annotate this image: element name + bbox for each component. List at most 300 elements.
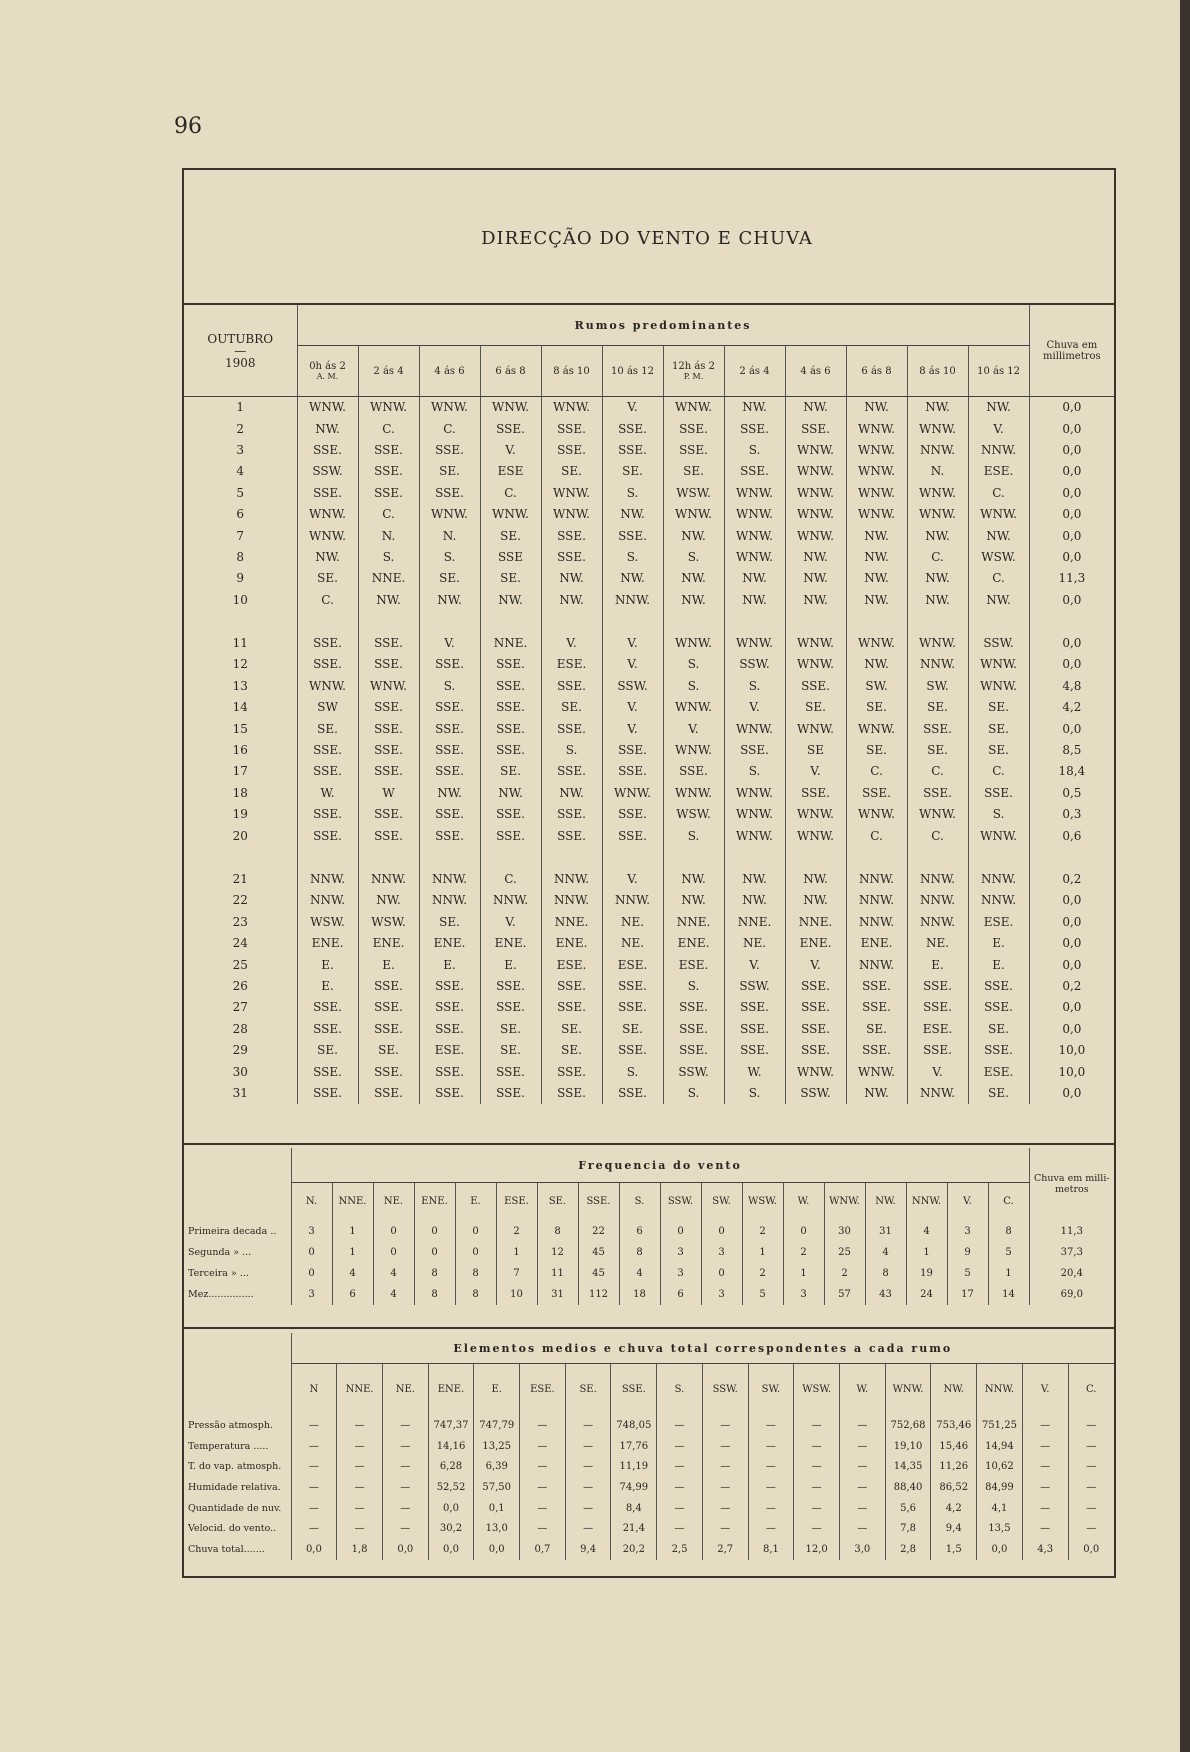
direction-cell: V. [907, 1061, 968, 1082]
element-cell: — [748, 1416, 794, 1437]
frequency-cell: 10 [496, 1284, 537, 1305]
table-row [184, 440, 1114, 461]
direction-cell: NE. [602, 912, 663, 933]
direction-cell: SSE. [602, 825, 663, 846]
gap-cell [968, 611, 1029, 633]
element-cell: — [382, 1477, 428, 1498]
direction-cell: SSW. [602, 676, 663, 697]
direction-cell: SSE. [785, 997, 846, 1018]
element-cell: 0,7 [520, 1539, 566, 1560]
direction-header: N. [291, 1183, 332, 1221]
gap-cell [663, 847, 724, 869]
direction-cell: SE. [968, 1019, 1029, 1040]
element-cell: — [337, 1477, 383, 1498]
day-cell: 12 [232, 657, 248, 672]
element-cell: 0,0 [291, 1539, 337, 1560]
direction-header: ESE. [520, 1364, 566, 1416]
table-row [184, 1457, 1114, 1478]
rain-cell: 0,0 [1029, 890, 1114, 911]
frequency-cell: 2 [742, 1263, 783, 1284]
direction-cell: SSE. [297, 997, 358, 1018]
direction-cell: NW. [297, 547, 358, 568]
element-cell: 9,4 [931, 1518, 977, 1539]
element-cell: 11,19 [611, 1457, 657, 1478]
element-cell: — [702, 1518, 748, 1539]
element-cell: — [702, 1457, 748, 1478]
direction-cell: WNW. [846, 461, 907, 482]
direction-cell: SSE. [541, 718, 602, 739]
month-label: OUTUBRO [207, 331, 274, 346]
direction-cell: SSE. [480, 676, 541, 697]
element-cell: — [520, 1436, 566, 1457]
direction-cell: WNW. [785, 461, 846, 482]
time-header [968, 346, 1029, 397]
frequency-cell: 8 [988, 1221, 1029, 1242]
direction-cell: NW. [907, 568, 968, 589]
element-cell: 20,2 [611, 1539, 657, 1560]
direction-cell: SE. [480, 525, 541, 546]
element-cell: — [1068, 1416, 1114, 1437]
element-cell: — [520, 1457, 566, 1478]
direction-cell: E. [968, 954, 1029, 975]
direction-cell: SSE. [663, 1019, 724, 1040]
gap-cell [663, 611, 724, 633]
direction-cell: ENE. [358, 933, 419, 954]
day-cell: 9 [236, 571, 245, 586]
table-row [184, 697, 1114, 718]
direction-header: SE. [537, 1183, 578, 1221]
rain-cell: 0,0 [1029, 504, 1114, 525]
direction-cell: NNW. [968, 890, 1029, 911]
table-row [184, 954, 1114, 975]
direction-cell: SSE. [602, 1040, 663, 1061]
element-cell: — [794, 1518, 840, 1539]
direction-cell: NW. [846, 547, 907, 568]
time-label: 10 ás 12 [977, 365, 1021, 377]
element-cell: 13,5 [977, 1518, 1023, 1539]
gap-cell [297, 611, 358, 633]
direction-cell: SSE. [480, 976, 541, 997]
direction-cell: WNW. [907, 504, 968, 525]
frequency-cell: 0 [455, 1221, 496, 1242]
element-cell: 5,6 [885, 1498, 931, 1519]
direction-cell: SSE. [541, 761, 602, 782]
direction-cell: SSE. [907, 1040, 968, 1061]
element-cell: 6,28 [428, 1457, 474, 1478]
rain-cell: 0,0 [1029, 418, 1114, 439]
frequency-cell: 3 [701, 1284, 742, 1305]
table-row [184, 525, 1114, 546]
time-header [480, 346, 541, 397]
direction-cell: SSE. [419, 997, 480, 1018]
gap-cell [358, 847, 419, 869]
direction-cell: SSE. [785, 418, 846, 439]
frequency-cell: 9 [947, 1242, 988, 1263]
direction-cell: SSE. [541, 676, 602, 697]
table-row [184, 1539, 1114, 1560]
direction-cell: SSE. [602, 997, 663, 1018]
direction-cell: SSE. [541, 547, 602, 568]
direction-cell: C. [907, 761, 968, 782]
direction-cell: WNW. [297, 397, 358, 419]
freq-rain-header: Chuva em milli-metros [1029, 1148, 1114, 1221]
time-label: 10 ás 12 [611, 365, 654, 377]
element-cell: 52,52 [428, 1477, 474, 1498]
direction-cell: ESE. [541, 654, 602, 675]
element-cell: — [337, 1498, 383, 1519]
direction-header: N [291, 1364, 337, 1416]
frequency-cell: 0 [373, 1221, 414, 1242]
direction-cell: SSE. [724, 1019, 785, 1040]
table2-separator [184, 1327, 1114, 1329]
direction-cell: SSE. [419, 483, 480, 504]
direction-cell: WNW. [785, 654, 846, 675]
direction-cell: NNE. [785, 912, 846, 933]
element-cell: — [748, 1518, 794, 1539]
direction-cell: NW. [785, 397, 846, 419]
direction-cell: V. [724, 697, 785, 718]
frequency-header: Frequencia do vento [291, 1148, 1029, 1183]
direction-header: S. [619, 1183, 660, 1221]
direction-cell: SSE. [358, 461, 419, 482]
table-row [184, 1083, 1114, 1104]
rain-cell: 0,0 [1029, 525, 1114, 546]
direction-cell: V. [602, 397, 663, 419]
direction-cell: S. [724, 1083, 785, 1104]
time-header [663, 346, 724, 397]
frequency-cell: 2 [824, 1263, 865, 1284]
direction-cell: WNW. [846, 1061, 907, 1082]
frequency-cell: 57 [824, 1284, 865, 1305]
direction-cell: C. [419, 418, 480, 439]
gap-cell [419, 847, 480, 869]
element-cell: — [520, 1416, 566, 1437]
table-row [184, 1242, 1114, 1263]
direction-cell: SSE. [785, 1019, 846, 1040]
table-row [184, 461, 1114, 482]
direction-cell: SSE. [541, 1061, 602, 1082]
direction-cell: SSE. [297, 440, 358, 461]
element-cell: 2,7 [702, 1539, 748, 1560]
direction-cell: WNW. [724, 547, 785, 568]
direction-cell: ESE. [968, 1061, 1029, 1082]
row-label: Segunda » ... [188, 1246, 252, 1258]
direction-cell: SSW. [785, 1083, 846, 1104]
table-row [184, 1518, 1114, 1539]
direction-cell: WNW. [724, 718, 785, 739]
direction-cell: SE [785, 740, 846, 761]
direction-cell: WNW. [724, 633, 785, 654]
direction-header: NNW. [977, 1364, 1023, 1416]
direction-header: SSE. [611, 1364, 657, 1416]
direction-cell: N. [419, 525, 480, 546]
direction-cell: NW. [663, 890, 724, 911]
direction-cell: WNW. [541, 397, 602, 419]
direction-cell: NW. [846, 397, 907, 419]
element-cell: 753,46 [931, 1416, 977, 1437]
direction-cell: WNW. [663, 783, 724, 804]
direction-cell: SSE. [358, 976, 419, 997]
gap-cell [419, 611, 480, 633]
element-cell: — [1022, 1416, 1068, 1437]
direction-cell: WNW. [907, 633, 968, 654]
direction-header: C. [1068, 1364, 1114, 1416]
direction-cell: WNW. [846, 483, 907, 504]
direction-cell: SSE. [541, 997, 602, 1018]
direction-cell: NW. [724, 590, 785, 611]
direction-cell: SSE. [724, 997, 785, 1018]
gap-cell [480, 847, 541, 869]
direction-cell: E. [968, 933, 1029, 954]
direction-header: E. [474, 1364, 520, 1416]
frequency-cell: 45 [578, 1242, 619, 1263]
direction-cell: NNW. [968, 869, 1029, 890]
table-row [184, 761, 1114, 782]
frequency-cell: 31 [865, 1221, 906, 1242]
element-cell: 8,1 [748, 1539, 794, 1560]
direction-cell: SSE. [297, 483, 358, 504]
direction-cell: SSE. [480, 697, 541, 718]
element-cell: 11,26 [931, 1457, 977, 1478]
direction-cell: NW. [846, 590, 907, 611]
gap-cell [541, 611, 602, 633]
time-label: 0h ás 2 [309, 360, 346, 372]
time-header [297, 346, 358, 397]
element-cell: 0,0 [1068, 1539, 1114, 1560]
frequency-cell: 1 [988, 1263, 1029, 1284]
table-row [184, 1284, 1114, 1305]
direction-cell: WNW. [724, 825, 785, 846]
direction-cell: WNW. [785, 525, 846, 546]
direction-cell: SSE. [358, 1083, 419, 1104]
direction-header: NW. [931, 1364, 977, 1416]
frequency-cell: 5 [742, 1284, 783, 1305]
rain-cell: 0,0 [1029, 912, 1114, 933]
day-cell: 20 [232, 828, 248, 843]
row-label: Humidade relativa. [188, 1482, 281, 1494]
direction-cell: SSE. [724, 1040, 785, 1061]
direction-cell: NW. [846, 568, 907, 589]
direction-cell: NNW. [968, 440, 1029, 461]
element-cell: — [1068, 1518, 1114, 1539]
frequency-cell: 3 [660, 1242, 701, 1263]
table-row [184, 654, 1114, 675]
elements-header: Elementos medios e chuva total correspondentes a cada rumo [291, 1333, 1114, 1364]
direction-cell: SSE. [358, 761, 419, 782]
day-cell: 1 [236, 400, 245, 415]
direction-cell: SSE. [846, 1040, 907, 1061]
direction-cell: SE. [968, 697, 1029, 718]
day-cell: 19 [232, 807, 248, 822]
day-cell: 30 [232, 1064, 248, 1079]
page-number: 96 [174, 114, 202, 139]
frequency-cell: 3 [947, 1221, 988, 1242]
direction-header: W. [839, 1364, 885, 1416]
elements-corner [184, 1333, 291, 1416]
direction-cell: E. [358, 954, 419, 975]
element-cell: — [702, 1498, 748, 1519]
direction-cell: NW. [663, 590, 724, 611]
time-sub: P. M. [683, 371, 704, 381]
direction-cell: SSE. [968, 783, 1029, 804]
direction-header: WNW. [824, 1183, 865, 1221]
direction-cell: S. [663, 676, 724, 697]
direction-cell: WNW. [480, 504, 541, 525]
day-cell: 23 [232, 914, 248, 929]
gap-cell [785, 611, 846, 633]
direction-cell: SSE. [907, 997, 968, 1018]
direction-cell: SSE. [419, 654, 480, 675]
direction-cell: W. [724, 1061, 785, 1082]
direction-cell: NW. [907, 397, 968, 419]
day-cell: 8 [236, 549, 245, 564]
time-header [358, 346, 419, 397]
direction-cell: SSE. [724, 461, 785, 482]
direction-cell: SW. [907, 676, 968, 697]
direction-cell: N. [358, 525, 419, 546]
time-label: 8 ás 10 [919, 365, 956, 377]
direction-header: NE. [382, 1364, 428, 1416]
element-cell: — [839, 1436, 885, 1457]
direction-cell: ESE. [419, 1040, 480, 1061]
direction-cell: NNW. [907, 869, 968, 890]
frequency-cell: 43 [865, 1284, 906, 1305]
element-cell: — [1022, 1457, 1068, 1478]
element-cell: 0,0 [474, 1539, 520, 1560]
rain-cell: 0,0 [1029, 440, 1114, 461]
element-cell: 751,25 [977, 1416, 1023, 1437]
direction-cell: C. [907, 547, 968, 568]
element-cell: — [657, 1477, 703, 1498]
table-row [184, 869, 1114, 890]
direction-cell: SSE. [785, 783, 846, 804]
element-cell: — [1022, 1477, 1068, 1498]
direction-cell: ESE. [968, 912, 1029, 933]
element-cell: 88,40 [885, 1477, 931, 1498]
direction-cell: SSE. [358, 825, 419, 846]
direction-cell: NE. [724, 933, 785, 954]
element-cell: — [337, 1457, 383, 1478]
direction-header: NNW. [906, 1183, 947, 1221]
direction-cell: NW. [663, 869, 724, 890]
direction-cell: SSE. [968, 997, 1029, 1018]
direction-cell: SSE. [541, 976, 602, 997]
direction-header: W. [783, 1183, 824, 1221]
direction-cell: SSE. [358, 697, 419, 718]
rain-cell: 11,3 [1029, 1221, 1114, 1242]
frequency-cell: 22 [578, 1221, 619, 1242]
direction-cell: SSE. [663, 440, 724, 461]
time-header [419, 346, 480, 397]
direction-cell: NNW. [602, 890, 663, 911]
element-cell: 57,50 [474, 1477, 520, 1498]
direction-cell: SSE. [785, 676, 846, 697]
direction-cell: S. [724, 761, 785, 782]
direction-cell: ESE. [968, 461, 1029, 482]
frequency-cell: 1 [496, 1242, 537, 1263]
table-row [184, 568, 1114, 589]
direction-cell: NNW. [602, 590, 663, 611]
direction-cell: SSE. [480, 1083, 541, 1104]
direction-cell: SSE. [419, 1083, 480, 1104]
direction-cell: WNW. [358, 676, 419, 697]
gap-cell [724, 847, 785, 869]
direction-header: E. [455, 1183, 496, 1221]
element-cell: — [337, 1436, 383, 1457]
frequency-cell: 8 [414, 1284, 455, 1305]
elements-table [184, 1333, 1114, 1560]
rain-cell: 0,0 [1029, 933, 1114, 954]
direction-cell: NW. [785, 568, 846, 589]
element-cell: — [839, 1457, 885, 1478]
direction-cell: SE. [419, 568, 480, 589]
direction-cell: SSE. [419, 825, 480, 846]
direction-cell: SSE. [358, 654, 419, 675]
direction-cell: NNW. [846, 912, 907, 933]
direction-cell: SSE. [419, 740, 480, 761]
direction-cell: WNW. [297, 676, 358, 697]
time-label: 2 ás 4 [739, 365, 770, 377]
direction-cell: SE. [541, 461, 602, 482]
direction-cell: WNW. [602, 783, 663, 804]
direction-cell: WSW. [358, 912, 419, 933]
rain-cell: 0,0 [1029, 547, 1114, 568]
element-cell: 3,0 [839, 1539, 885, 1560]
rain-cell: 0,0 [1029, 654, 1114, 675]
rain-cell: 69,0 [1029, 1284, 1114, 1305]
direction-cell: C. [846, 825, 907, 846]
direction-cell: C. [968, 483, 1029, 504]
direction-header: NNE. [337, 1364, 383, 1416]
gap-cell [968, 847, 1029, 869]
direction-cell: SSE. [480, 825, 541, 846]
frequency-cell: 2 [742, 1221, 783, 1242]
element-cell: — [291, 1457, 337, 1478]
rain-cell: 10,0 [1029, 1061, 1114, 1082]
direction-cell: SSE. [480, 997, 541, 1018]
table-row [184, 804, 1114, 825]
element-cell: 748,05 [611, 1416, 657, 1437]
day-cell: 17 [232, 764, 248, 779]
day-cell: 7 [236, 528, 245, 543]
direction-cell: S. [358, 547, 419, 568]
direction-cell: NNW. [846, 890, 907, 911]
frequency-cell: 0 [660, 1221, 701, 1242]
direction-cell: WNW. [480, 397, 541, 419]
direction-cell: SE. [602, 1019, 663, 1040]
direction-cell: SSE. [602, 804, 663, 825]
element-cell: 2,5 [657, 1539, 703, 1560]
table-row [184, 890, 1114, 911]
element-cell: — [382, 1457, 428, 1478]
direction-cell: WNW. [846, 418, 907, 439]
row-label: Mez............... [188, 1288, 254, 1300]
rain-cell: 0,5 [1029, 783, 1114, 804]
direction-cell: SSW. [663, 1061, 724, 1082]
direction-cell: NNW. [907, 890, 968, 911]
element-cell: — [565, 1436, 611, 1457]
frequency-cell: 25 [824, 1242, 865, 1263]
direction-cell: ESE. [541, 954, 602, 975]
direction-cell: SE. [419, 461, 480, 482]
direction-header: SSW. [660, 1183, 701, 1221]
direction-cell: SSE. [480, 418, 541, 439]
direction-cell: SSE. [297, 804, 358, 825]
direction-cell: E. [297, 976, 358, 997]
day-cell: 28 [232, 1021, 248, 1036]
direction-cell: SSE. [907, 718, 968, 739]
direction-cell: SSE. [541, 418, 602, 439]
